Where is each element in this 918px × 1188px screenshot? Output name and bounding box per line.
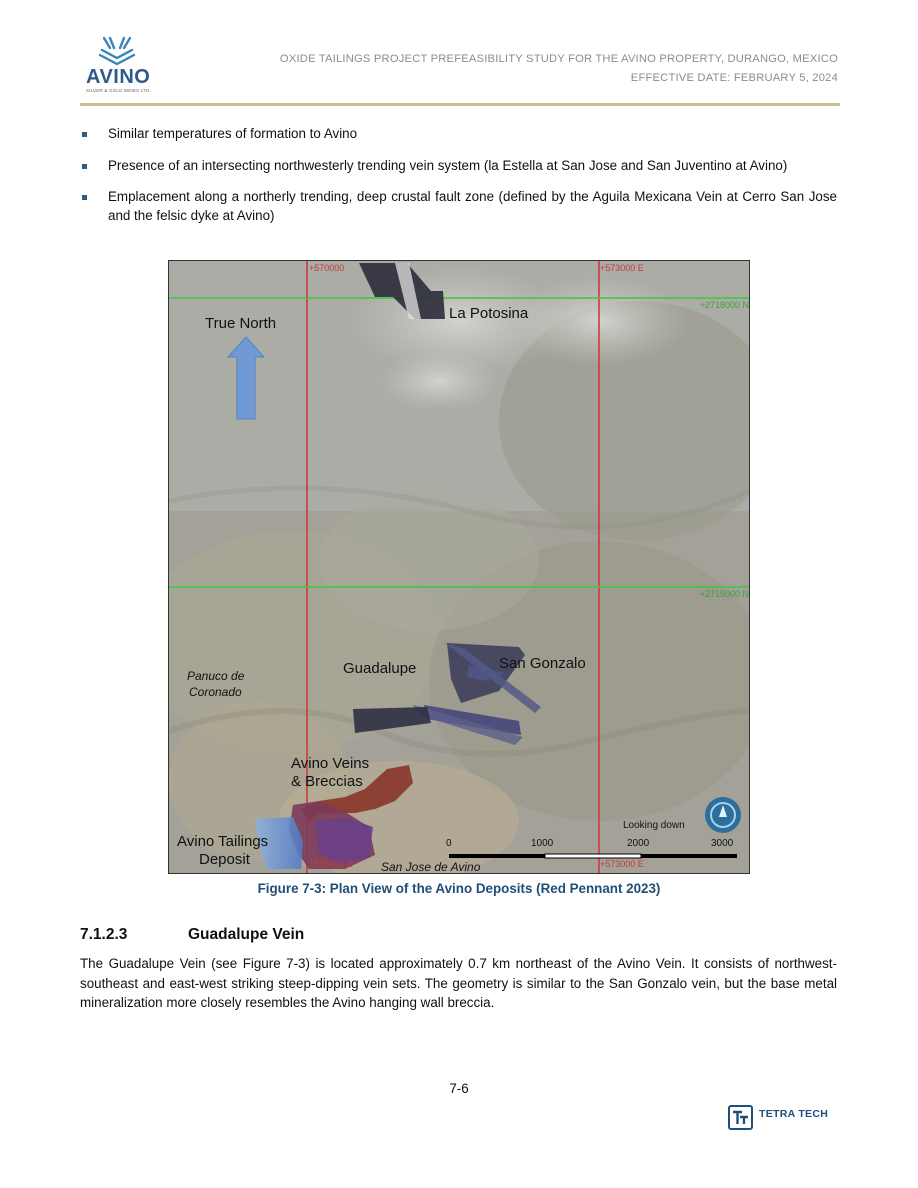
breccias-label: & Breccias [291, 773, 363, 790]
panuco-label: Panuco de [187, 669, 245, 683]
easting-label: +573000 E [600, 263, 644, 273]
deposit-label: Deposit [199, 851, 250, 868]
la-potosina-label: La Potosina [449, 305, 529, 322]
scale-bar-segment [449, 854, 545, 858]
scale-label: 1000 [531, 838, 554, 849]
northing-label: +2718000 N [699, 300, 749, 310]
easting-label: +570000 [309, 263, 345, 273]
tetra-tech-logo-icon [728, 1105, 753, 1130]
scale-label: 0 [446, 838, 452, 849]
san-gonzalo-label: San Gonzalo [499, 655, 586, 672]
easting-label: +573000 E [600, 859, 644, 869]
scale-bar-segment [545, 854, 641, 858]
effective-date: EFFECTIVE DATE: FEBRUARY 5, 2024 [630, 72, 838, 84]
northing-label: +2715000 N [699, 589, 749, 599]
bullet-item: Presence of an intersecting northwesterly trending vein system (la Estella at San Jose and San Juventino at Avino) [80, 157, 837, 176]
bullet-item: Similar temperatures of formation to Avino [80, 125, 837, 144]
bullet-item: Emplacement along a northerly trending, deep crustal fault zone (defined by the Aguila Mexicana Vein at Cerro San Jose and the felsic dyke at Avino) [80, 188, 837, 225]
looking-down-label: Looking down [623, 820, 685, 831]
san-jose-de-avino-label: San Jose de Avino [381, 860, 481, 874]
section-paragraph: The Guadalupe Vein (see Figure 7-3) is located approximately 0.7 km northeast of the Avino Vein. It consists of northwest-southeast and east-west striking steep-dipping vein sets. The geometry is similar to the San Gonzalo vein, but the base metal mineralization more closely resembles the Avino hanging wall breccia. [80, 956, 837, 1010]
section-number: 7.1.2.3 [80, 926, 128, 943]
page-number: 7-6 [449, 1081, 469, 1096]
coronado-label: Coronado [189, 685, 242, 699]
cloud [379, 351, 499, 411]
easting-label: +570000 E [309, 859, 353, 869]
header-divider [80, 103, 840, 106]
scale-bar-segment [641, 854, 737, 858]
scale-label: 3000 [711, 838, 734, 849]
guadalupe-label: Guadalupe [343, 660, 417, 677]
scale-label: 2000 [627, 838, 650, 849]
figure-caption: Figure 7-3: Plan View of the Avino Deposits (Red Pennant 2023) [257, 881, 661, 896]
terrain-patch [319, 491, 539, 631]
logo-subtext: SILVER & GOLD MINES LTD. [86, 88, 151, 93]
logo-wordmark: AVINO [86, 66, 151, 88]
bullet-list [80, 125, 837, 238]
plan-view-map [168, 260, 750, 874]
section-title: Guadalupe Vein [188, 926, 305, 943]
document-title: OXIDE TAILINGS PROJECT PREFEASIBILITY STUDY FOR THE AVINO PROPERTY, DURANGO, MEXICO [279, 53, 838, 65]
map-graphic [169, 261, 749, 873]
tetra-tech-wordmark: TETRA TECH [759, 1108, 829, 1120]
true-north-label: True North [205, 315, 277, 332]
avino-tailings-label: Avino Tailings [177, 833, 269, 850]
avino-veins-label: Avino Veins [291, 755, 370, 772]
